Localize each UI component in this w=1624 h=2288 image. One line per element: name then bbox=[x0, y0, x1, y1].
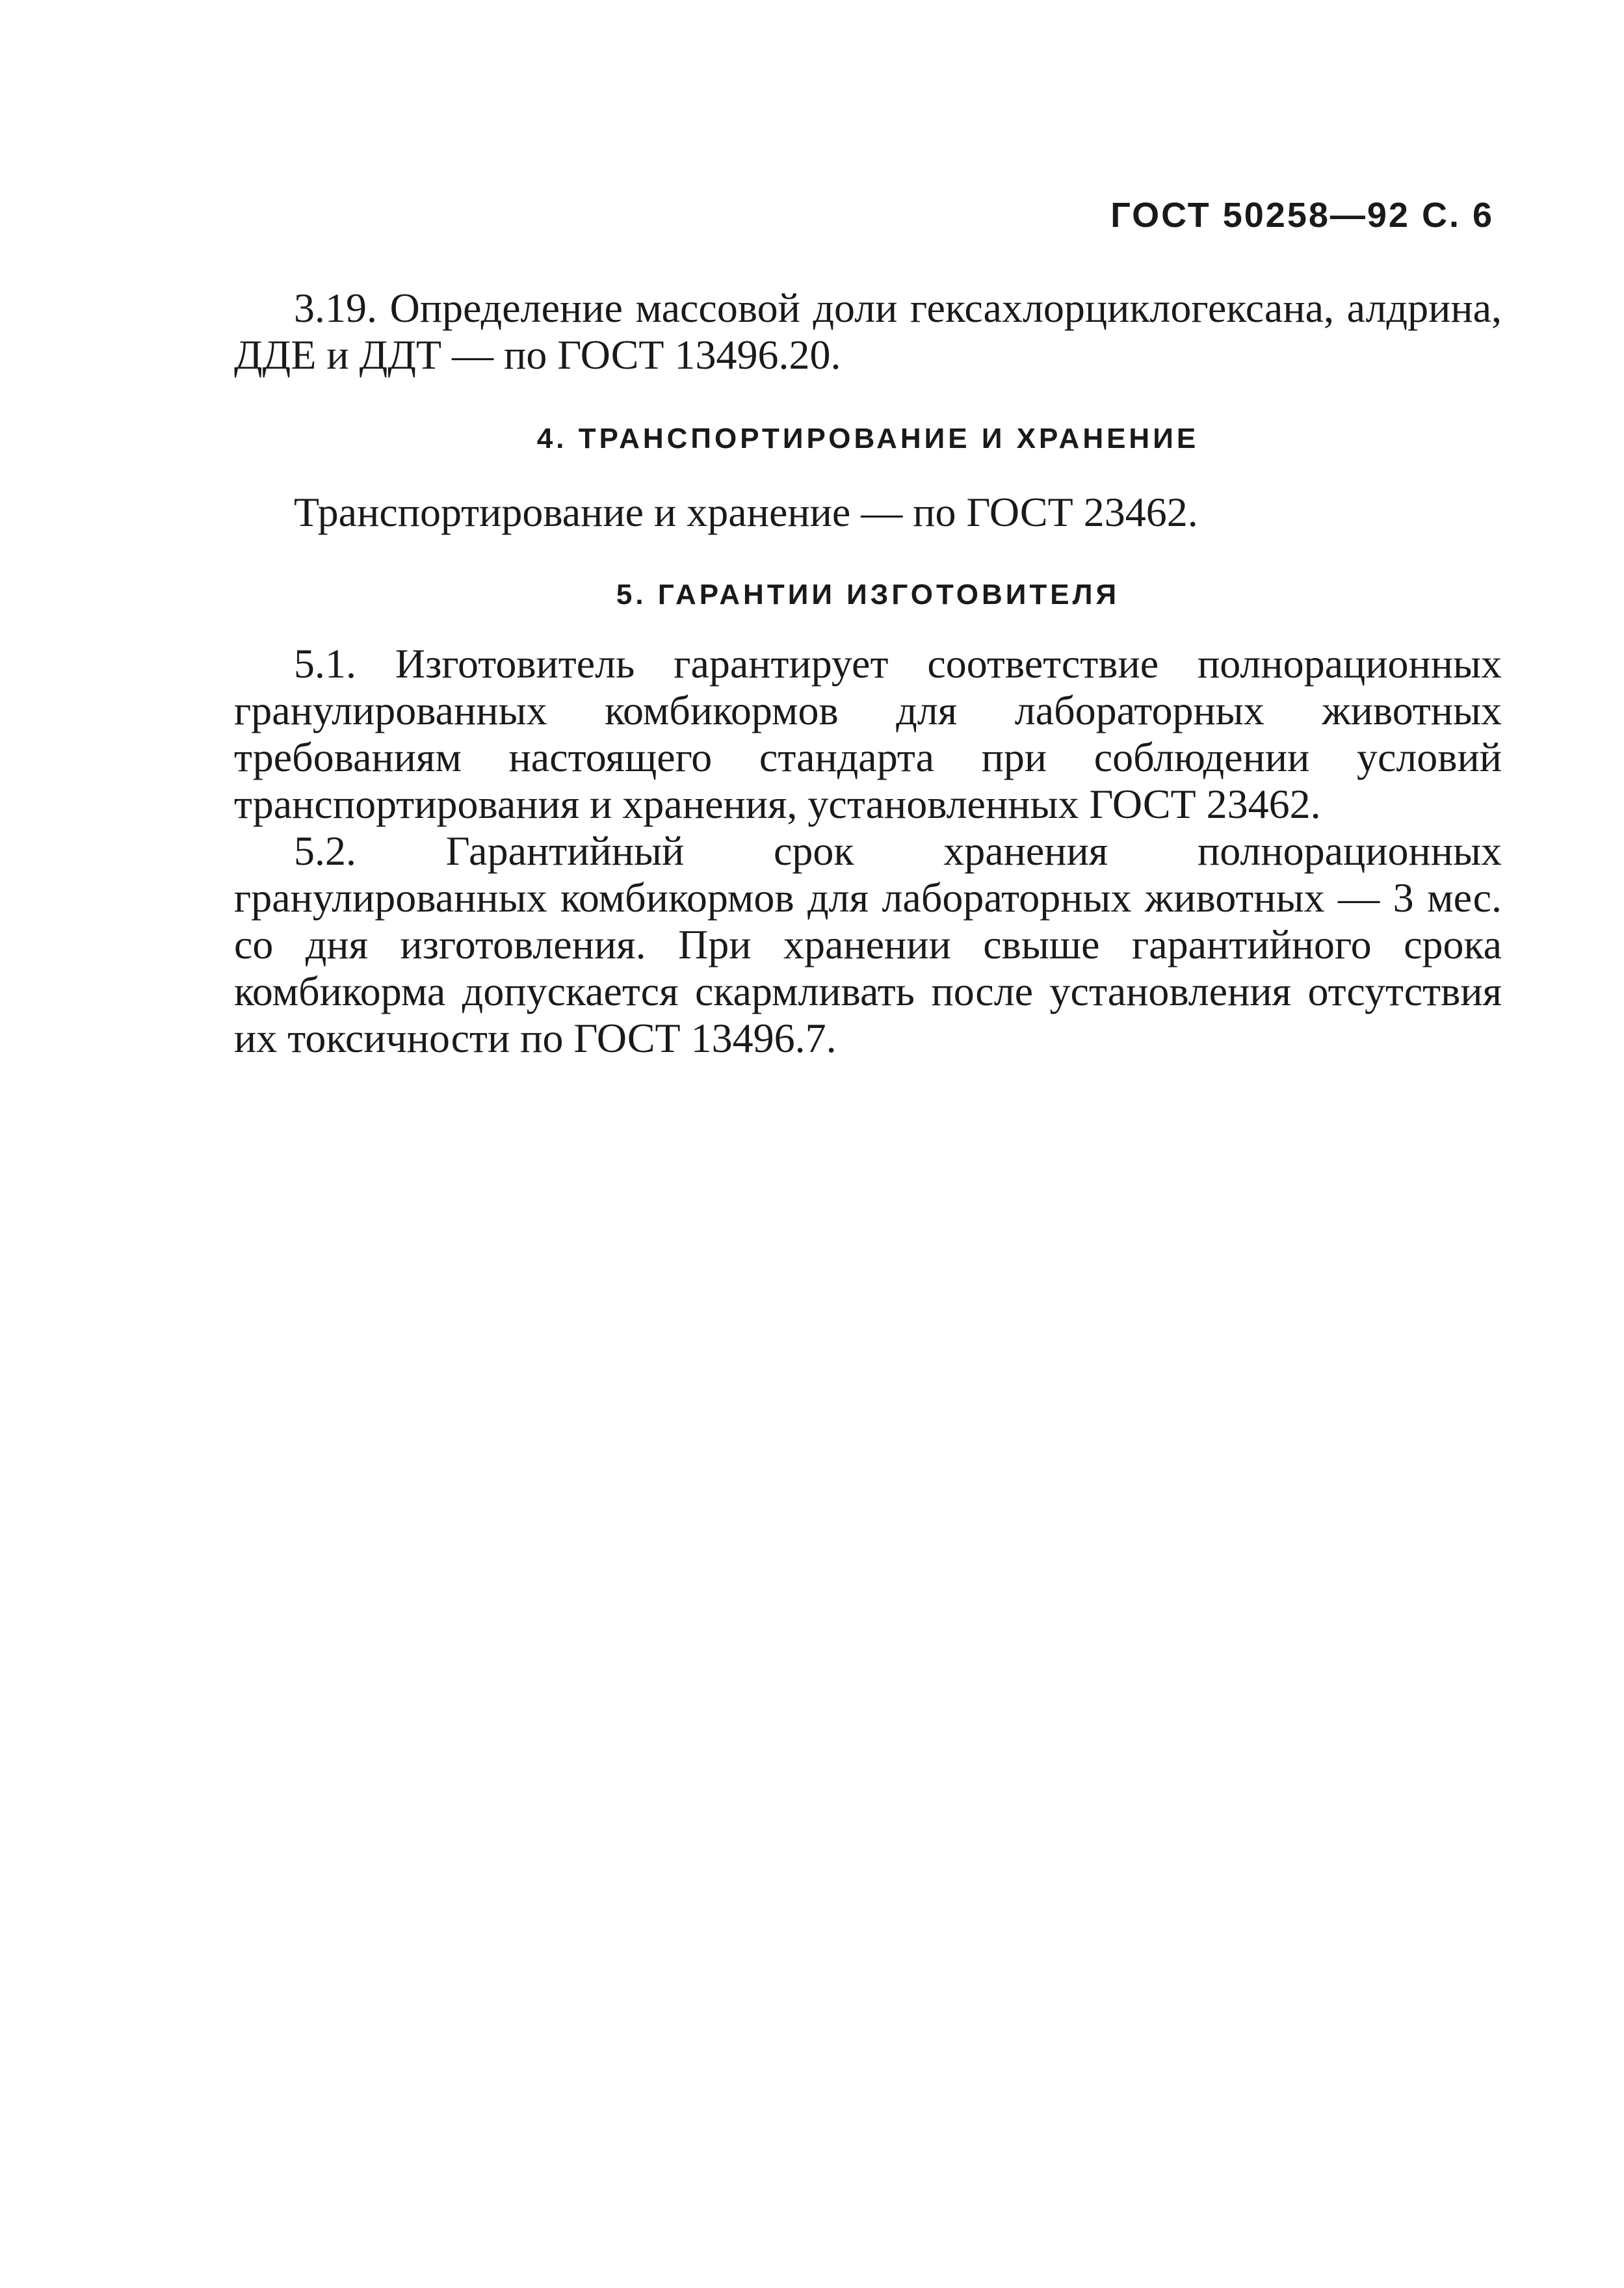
section-5-body bbox=[234, 640, 1502, 1062]
paragraph-5-2-text: 5.2. Гарантийный срок хранения полнорационных гранулированных комбикормов для лабораторных животных — 3 мес. со дня изготовления. При хранении свыше гарантийного срока комбикорма допускается скармливать после установления отсутствия их токсичности по ГОСТ 13496.7. bbox=[234, 828, 1502, 1061]
section-4-heading: 4. ТРАНСПОРТИРОВАНИЕ И ХРАНЕНИЕ bbox=[536, 423, 1199, 454]
section-4-body bbox=[234, 489, 1502, 536]
running-header: ГОСТ 50258—92 С. 6 bbox=[1110, 196, 1494, 235]
clause-3-19 bbox=[234, 285, 1502, 378]
section-4-text: Транспортирование и хранение — по ГОСТ 23462. bbox=[294, 489, 1198, 535]
paragraph-5-1-text: 5.1. Изготовитель гарантирует соответствие полнорационных гранулированных комбикормов для лабораторных животных требованиям настоящего стандарта при соблюдении условий транспортирования и хранения, установленных ГОСТ 23462. bbox=[234, 640, 1502, 827]
paragraph-3-19-text: 3.19. Определение массовой доли гексахлорциклогексана, алдрина, ДДЕ и ДДТ — по ГОСТ 13496.20. bbox=[234, 285, 1502, 378]
section-5-heading: 5. ГАРАНТИИ ИЗГОТОВИТЕЛЯ bbox=[616, 579, 1120, 611]
